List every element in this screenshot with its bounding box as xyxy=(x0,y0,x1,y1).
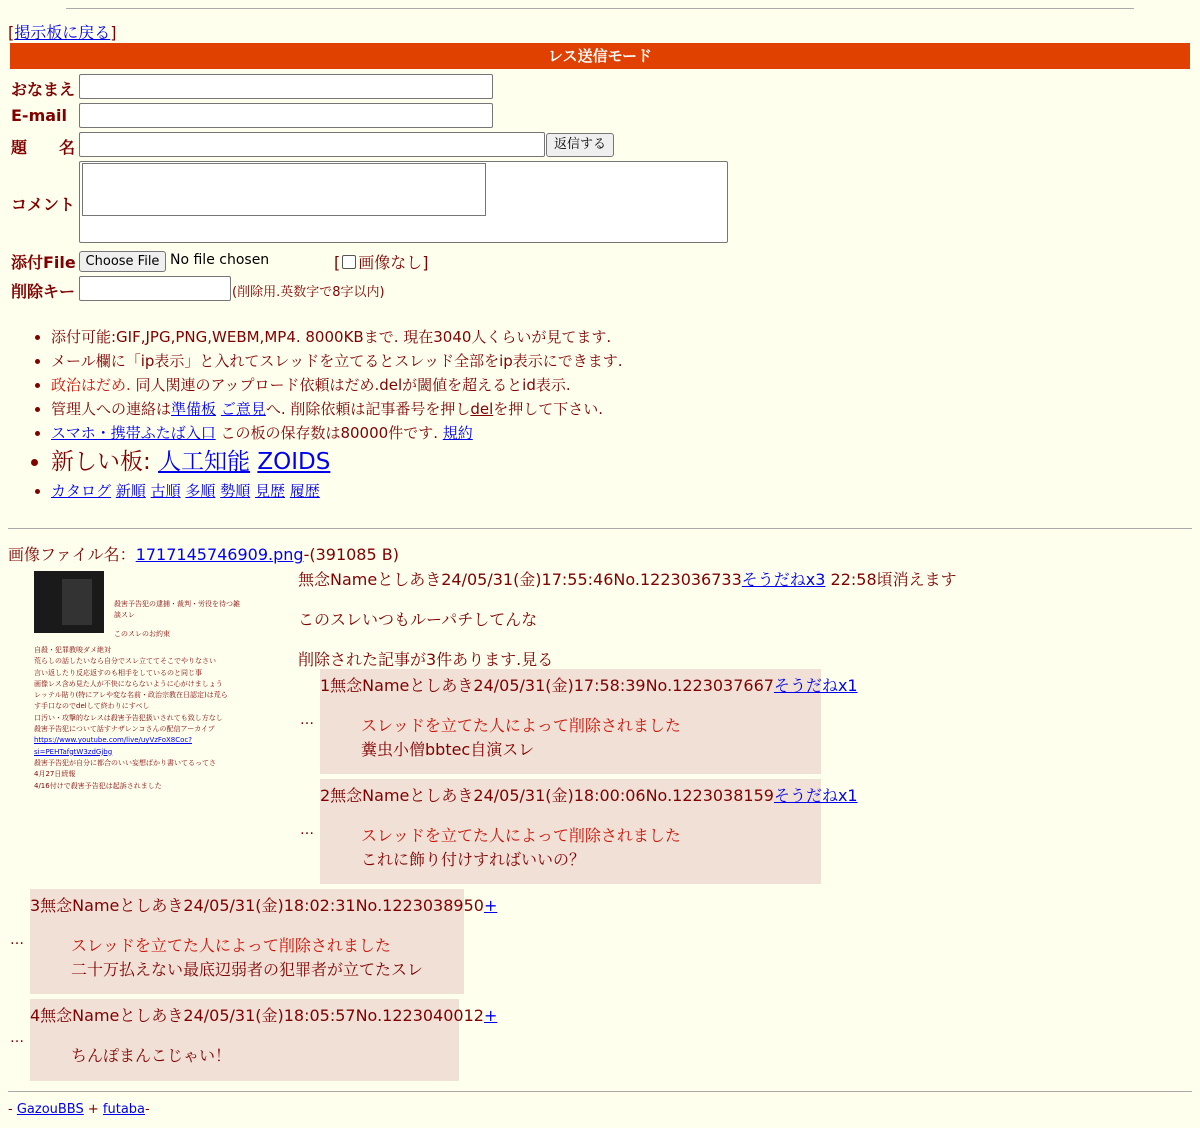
thumbnail-text-line: https://www.youtube.com/live/uyVzFoX8Coc? xyxy=(34,736,192,745)
rule-item xyxy=(51,325,623,349)
reply-header xyxy=(30,1003,497,1026)
reply-header xyxy=(320,673,858,696)
thumbnail-text-line: 談スレ xyxy=(114,611,135,619)
thumbnail-text-line: 殺害予告犯が自分に都合のいい妄想ばかり書いてるってさ xyxy=(34,758,216,767)
mobile-entry-link[interactable]: スマホ・携帯ふたば入口 xyxy=(51,424,216,442)
reply-header xyxy=(30,893,497,916)
file-info xyxy=(8,542,399,565)
sodane-button[interactable]: + xyxy=(483,896,498,915)
sodane-button[interactable]: そうだねx1 xyxy=(773,786,858,805)
thumbnail-text xyxy=(34,645,228,792)
reply-ellipsis: … xyxy=(300,712,314,728)
thumbnail-inner-panel xyxy=(62,579,92,625)
rule-item xyxy=(51,397,623,421)
thumbnail-text-line: 言い返したり反応返すのも相手をしているのと同じ事 xyxy=(34,668,202,677)
thumbnail-text-line: このスレのお約束 xyxy=(114,630,170,638)
rule-item xyxy=(51,373,623,397)
footer-text: - xyxy=(145,1102,150,1117)
thumbnail-caption xyxy=(114,599,240,640)
back-to-board-link[interactable]: 掲示板に戻る xyxy=(14,23,111,42)
divider xyxy=(8,1091,1192,1092)
delkey-note: (削除用.英数字で8字以内) xyxy=(232,285,385,300)
prep-board-link[interactable]: 準備板 xyxy=(171,400,217,418)
rule-item xyxy=(51,349,623,373)
reply-header-text: 4無念Nameとしあき24/05/31(金)18:05:57No.1223040012 xyxy=(30,1006,484,1025)
thumbnail-text-line: 口汚い・攻撃的なレスは殺害予告犯扱いされても致し方なし xyxy=(34,713,223,722)
op-sodane-button[interactable]: そうだねx3 xyxy=(741,570,826,589)
rule-text: この板の保存数は80000件です. xyxy=(215,424,443,442)
rule-text: へ. 削除依頼は記事番号を押し xyxy=(265,400,471,418)
file-label: 添付File xyxy=(11,253,76,272)
footer-text: - xyxy=(8,1102,17,1117)
thumbnail-text-line: 殺害予告犯の逮捕・裁判・労役を待つ雑 xyxy=(114,600,240,608)
new-boards-label: 新しい板: xyxy=(51,449,159,475)
thumbnail-text-line: 4/16付けで殺害予告犯は起訴されました xyxy=(34,781,162,790)
thumbnail-text-line: 殺害予告犯について話すナザレンコさんの配信アーカイブ xyxy=(34,725,215,734)
noimage-label: 画像なし xyxy=(358,253,423,272)
sort-new-link[interactable]: 新順 xyxy=(115,482,146,500)
reply-header-text: 3無念Nameとしあき24/05/31(金)18:02:31No.1223038950 xyxy=(30,896,484,915)
file-info-label: 画像ファイル名： xyxy=(8,545,136,564)
rule-text: 添付可能:GIF,JPG,PNG,WEBM,MP4. 8000KBまで. 現在3040人くらいが見てます. xyxy=(51,328,612,346)
thumbnail-text-line: 自殺・犯罪教唆ダメ絶対 xyxy=(34,646,111,654)
del-link[interactable]: del xyxy=(470,400,494,418)
file-size: -(391085 B) xyxy=(303,545,399,564)
thumbnail-text-line: 4月27日続報 xyxy=(34,770,76,779)
sodane-button[interactable]: + xyxy=(483,1006,498,1025)
reply-body: これに飾り付けすればいいの？ xyxy=(361,850,586,869)
board-rules xyxy=(30,325,623,503)
op-header-text: 無念Nameとしあき24/05/31(金)17:55:46No.1223036733 xyxy=(298,570,742,589)
rule-text: メール欄に「ip表示」と入れてスレッドを立てるとスレッド全部をip表示にできます. xyxy=(51,352,623,370)
email-input[interactable] xyxy=(79,103,493,128)
comment-label: コメント xyxy=(11,195,76,214)
deleted-notice: スレッドを立てた人によって削除されました xyxy=(361,826,681,845)
reply-post xyxy=(320,779,858,884)
footer xyxy=(8,1102,150,1117)
reply-submit-button[interactable]: 返信する xyxy=(546,133,614,157)
noimage-checkbox[interactable] xyxy=(342,255,356,269)
rule-text: 同人関連のアップロード依頼はだめ.delが閾値を超えるとid表示. xyxy=(130,376,571,394)
reply-header xyxy=(320,783,858,806)
op-body: このスレいつもルーパチしてんな xyxy=(298,610,538,629)
delkey-label: 削除キー xyxy=(11,282,76,301)
reply-post xyxy=(30,889,498,994)
reply-header-text: 2無念Nameとしあき24/05/31(金)18:00:06No.1223038159 xyxy=(320,786,774,805)
reply-ellipsis: … xyxy=(10,1030,24,1046)
reply-ellipsis: … xyxy=(10,932,24,948)
reply-body: 二十万払えない最底辺弱者の犯罪者が立てたスレ xyxy=(71,960,424,979)
zoids-board-link[interactable]: ZOIDS xyxy=(257,449,331,475)
reply-mode-bar: レス送信モード xyxy=(10,43,1190,69)
rule-item xyxy=(51,479,623,503)
image-file-link[interactable]: 1717145746909.png xyxy=(135,545,304,564)
rule-text: を押して下さい. xyxy=(493,400,604,418)
reply-body: ちんぽまんこじゃい！ xyxy=(71,1046,232,1065)
deleted-note: 削除された記事が3件あります.見る xyxy=(298,650,554,669)
subject-label: 題 名 xyxy=(11,138,76,157)
delkey-input[interactable] xyxy=(79,276,231,301)
thumbnail-text-line: レッテル貼り(特にアレや変な名前・政治宗教在日認定)は荒ら xyxy=(34,691,228,700)
rule-warning: 政治はだめ. xyxy=(51,376,131,394)
comment-textarea[interactable] xyxy=(79,161,728,243)
email-label: E-mail xyxy=(11,106,68,125)
terms-link[interactable]: 規約 xyxy=(442,424,473,442)
feedback-link[interactable]: ご意見 xyxy=(220,400,266,418)
thumbnail-text-line: si=PEHTafgtW3zdGjbg xyxy=(34,747,113,756)
thumbnail-inner-image xyxy=(34,571,104,633)
back-nav: [掲示板に戻る] xyxy=(8,23,117,42)
name-label: おなまえ xyxy=(11,80,76,99)
reply-header-text: 1無念Nameとしあき24/05/31(金)17:58:39No.1223037667 xyxy=(320,676,774,695)
sort-many-link[interactable]: 多順 xyxy=(185,482,216,500)
reply-ellipsis: … xyxy=(300,822,314,838)
sort-old-link[interactable]: 古順 xyxy=(150,482,181,500)
deleted-notice: スレッドを立てた人によって削除されました xyxy=(71,936,391,955)
thumbnail-text-line: 荒らしの話したいなら自分でスレ立ててそこでやりなさい xyxy=(34,657,216,666)
reply-body: 糞虫小僧bbtec自演スレ xyxy=(361,740,535,759)
rule-item xyxy=(51,445,623,479)
gazoubbs-link[interactable]: GazouBBS xyxy=(16,1102,84,1117)
op-header xyxy=(298,567,957,590)
view-history-link[interactable]: 見歴 xyxy=(254,482,285,500)
thumbnail-text-line: 画像レス含め見た人が不快にならないように心がけましょう xyxy=(34,679,223,688)
comment-inner-box xyxy=(82,163,486,216)
divider xyxy=(8,528,1192,529)
catalog-link[interactable]: カタログ xyxy=(51,482,112,500)
choose-file-button[interactable]: Choose File xyxy=(79,251,166,272)
reply-post xyxy=(30,999,498,1081)
sodane-button[interactable]: そうだねx1 xyxy=(773,676,858,695)
thumbnail-text-line: す手口なのでdelして終わりにすべし xyxy=(34,702,150,711)
noimage-option: [ 画像なし] xyxy=(334,253,429,272)
rule-item xyxy=(51,421,623,445)
subject-input[interactable] xyxy=(79,132,545,157)
reply-post xyxy=(320,669,858,774)
name-input[interactable] xyxy=(79,74,493,99)
op-expire-text: 22:58頃消えます xyxy=(825,570,957,589)
deleted-notice: スレッドを立てた人によって削除されました xyxy=(361,716,681,735)
top-divider xyxy=(66,8,1134,9)
ai-board-link[interactable]: 人工知能 xyxy=(158,449,251,475)
file-status-text: No file chosen xyxy=(170,252,270,268)
futaba-link[interactable]: futaba xyxy=(102,1102,146,1117)
post-history-link[interactable]: 履歴 xyxy=(289,482,320,500)
footer-text: + xyxy=(83,1102,103,1117)
rule-text: 管理人への連絡は xyxy=(51,400,172,418)
thread-thumbnail[interactable] xyxy=(30,567,270,807)
sort-momentum-link[interactable]: 勢順 xyxy=(220,482,251,500)
